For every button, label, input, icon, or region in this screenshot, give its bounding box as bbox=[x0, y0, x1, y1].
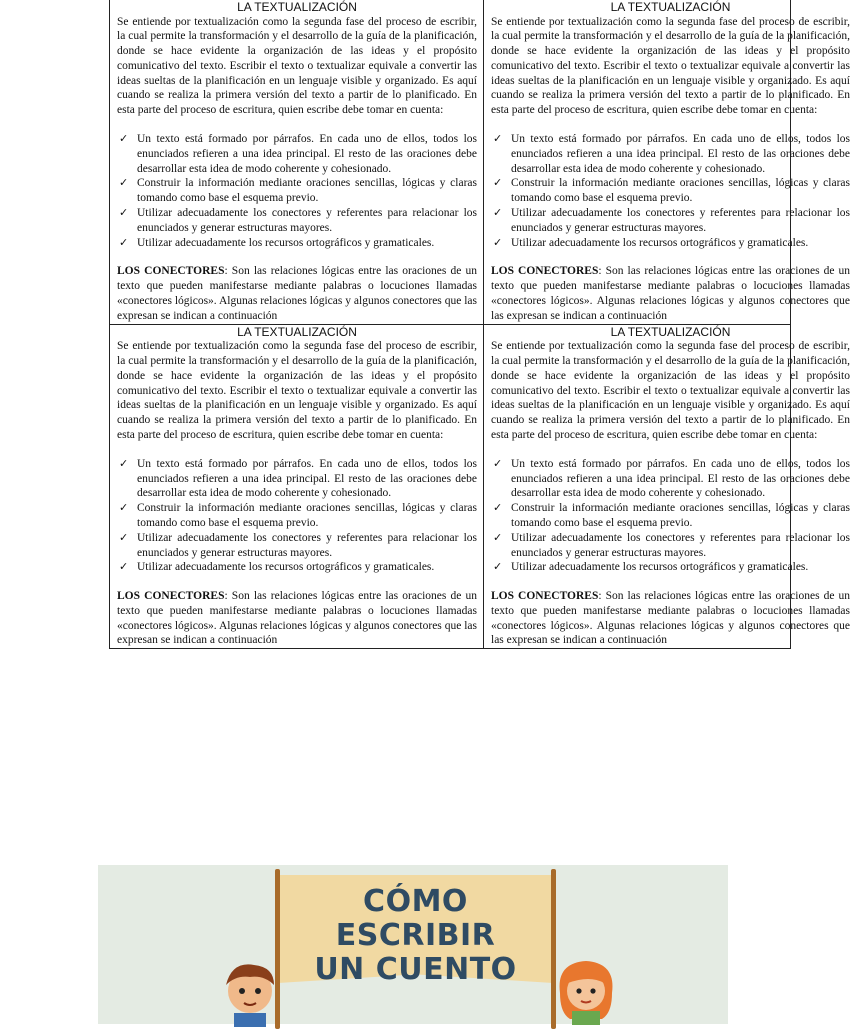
list-item-text: Utilizar adecuadamente los recursos ortográficos y gramaticales. bbox=[511, 236, 809, 249]
checkmark-icon: ✓ bbox=[493, 501, 503, 515]
connectors-paragraph bbox=[117, 589, 477, 648]
list-item-text: Un texto está formado por párrafos. En cada uno de ellos, todos los enunciados refieren a una idea principal. El resto de las oraciones debe desarrollar esta idea de modo coherente y cohesionado. bbox=[137, 133, 477, 175]
list-item-text: Utilizar adecuadamente los conectores y referentes para relacionar los enunciados y generar estructuras mayores. bbox=[137, 207, 477, 234]
list-item bbox=[491, 560, 850, 575]
list-item bbox=[117, 236, 477, 251]
list-item-text: Un texto está formado por párrafos. En cada uno de ellos, todos los enunciados refieren a una idea principal. El resto de las oraciones debe desarrollar esta idea de modo coherente y cohesionado. bbox=[137, 457, 477, 500]
worksheet-table bbox=[109, 0, 850, 649]
list-item-text: Utilizar adecuadamente los recursos ortográficos y gramaticales. bbox=[511, 561, 809, 574]
list-item-text: Un texto está formado por párrafos. En cada uno de ellos, todos los enunciados refieren a una idea principal. El resto de las oraciones debe desarrollar esta idea de modo coherente y cohesionado. bbox=[511, 457, 850, 500]
checkmark-icon: ✓ bbox=[493, 456, 503, 470]
checkmark-icon: ✓ bbox=[119, 235, 129, 249]
connectors-text: : Son las relaciones lógicas entre las oraciones de un texto que pueden manifestarse mediante palabras o locuciones llamadas «conectores lógicos». Algunas relaciones lógicas y algunos conectores que las expresan se indican a continuación bbox=[117, 265, 477, 322]
connectors-text: : Son las relaciones lógicas entre las oraciones de un texto que pueden manifestarse mediante palabras o locuciones llamadas «conectores lógicos». Algunas relaciones lógicas y algunos conectores que las expresan se indican a continuación bbox=[491, 590, 850, 647]
textualizacion-card bbox=[110, 325, 483, 649]
checkmark-icon: ✓ bbox=[493, 560, 503, 574]
card-title: LA TEXTUALIZACIÓN bbox=[610, 324, 731, 339]
bullet-list bbox=[491, 132, 850, 250]
list-item-text: Utilizar adecuadamente los conectores y referentes para relacionar los enunciados y generar estructuras mayores. bbox=[511, 207, 850, 234]
connectors-paragraph bbox=[117, 264, 477, 323]
banner-title-line2: UN CUENTO bbox=[314, 952, 517, 987]
list-item bbox=[491, 501, 850, 531]
intro-paragraph: Se entiende por textualización como la segunda fase del proceso de escribir, la cual permite la transformación y el desarrollo de la guía de la planificación, donde se hace evidente la organización de las ideas y el propósito comunicativo del texto. Escribir el texto o textualizar equivale a convertir las ideas sueltas de la planificación en un lenguaje visible y organizado. Es aquí cuando se realiza la primera versión del texto a partir de lo planificado. En esta parte del proceso de escritura, quien escribe debe tomar en cuenta: bbox=[491, 340, 850, 441]
intro-paragraph: Se entiende por textualización como la segunda fase del proceso de escribir, la cual permite la transformación y el desarrollo de la guía de la planificación, donde se hace evidente la organización de las ideas y el propósito comunicativo del texto. Escribir el texto o textualizar equivale a convertir las ideas sueltas de la planificación en un lenguaje visible y organizado. Es aquí cuando se realiza la primera versión del texto a partir de lo planificado. En esta parte del proceso de escritura, quien escribe debe tomar en cuenta: bbox=[117, 340, 477, 441]
card-title: LA TEXTUALIZACIÓN bbox=[237, 0, 357, 14]
list-item bbox=[491, 176, 850, 206]
list-item bbox=[117, 501, 477, 531]
girl-illustration bbox=[546, 953, 626, 1025]
intro-paragraph: Se entiende por textualización como la segunda fase del proceso de escribir, la cual permite la transformación y el desarrollo de la guía de la planificación, donde se hace evidente la organización de las ideas y el propósito comunicativo del texto. Escribir el texto o textualizar equivale a convertir las ideas sueltas de la planificación en un lenguaje visible y organizado. Es aquí cuando se realiza la primera versión del texto a partir de lo planificado. En esta parte del proceso de escritura, quien escribe debe tomar en cuenta: bbox=[117, 15, 477, 117]
list-item bbox=[491, 236, 850, 251]
checkmark-icon: ✓ bbox=[493, 176, 503, 190]
bullet-list bbox=[491, 457, 850, 575]
list-item bbox=[117, 560, 477, 575]
list-item-text: Utilizar adecuadamente los conectores y referentes para relacionar los enunciados y generar estructuras mayores. bbox=[511, 531, 850, 559]
list-item bbox=[491, 132, 850, 176]
list-item bbox=[117, 176, 477, 206]
list-item-text: Construir la información mediante oraciones sencillas, lógicas y claras tomando como base el esquema previo. bbox=[511, 177, 850, 205]
checkmark-icon: ✓ bbox=[119, 176, 129, 190]
checkmark-icon: ✓ bbox=[493, 530, 503, 544]
connectors-paragraph bbox=[491, 264, 850, 323]
checkmark-icon: ✓ bbox=[119, 560, 129, 574]
checkmark-icon: ✓ bbox=[493, 235, 503, 249]
bullet-list bbox=[117, 132, 477, 250]
list-item-text: Construir la información mediante oraciones sencillas, lógicas y claras tomando como base el esquema previo. bbox=[137, 177, 477, 205]
list-item-text: Utilizar adecuadamente los recursos ortográficos y gramaticales. bbox=[137, 561, 435, 574]
table-row bbox=[110, 324, 850, 650]
textualizacion-card bbox=[483, 0, 856, 324]
list-item-text: Construir la información mediante oraciones sencillas, lógicas y claras tomando como base el esquema previo. bbox=[511, 502, 850, 529]
table-row bbox=[110, 0, 850, 325]
boy-illustration bbox=[210, 955, 290, 1025]
connectors-label: LOS CONECTORES bbox=[117, 265, 225, 278]
story-poster-image bbox=[98, 865, 728, 1024]
connectors-paragraph bbox=[491, 589, 850, 648]
connectors-label: LOS CONECTORES bbox=[491, 590, 599, 603]
textualizacion-card bbox=[483, 325, 856, 649]
checkmark-icon: ✓ bbox=[119, 132, 129, 146]
checkmark-icon: ✓ bbox=[493, 132, 503, 146]
list-item bbox=[117, 206, 477, 236]
list-item-text: Utilizar adecuadamente los recursos ortográficos y gramaticales. bbox=[137, 236, 435, 249]
connectors-label: LOS CONECTORES bbox=[117, 590, 225, 603]
list-item-text: Un texto está formado por párrafos. En cada uno de ellos, todos los enunciados refieren a una idea principal. El resto de las oraciones debe desarrollar esta idea de modo coherente y cohesionado. bbox=[511, 133, 850, 175]
checkmark-icon: ✓ bbox=[119, 206, 129, 220]
list-item bbox=[491, 457, 850, 501]
banner-title-line1: CÓMO ESCRIBIR bbox=[335, 884, 496, 953]
checkmark-icon: ✓ bbox=[119, 501, 129, 515]
bullet-list bbox=[117, 457, 477, 575]
list-item-text: Construir la información mediante oraciones sencillas, lógicas y claras tomando como base el esquema previo. bbox=[137, 502, 477, 529]
textualizacion-card bbox=[110, 0, 483, 324]
checkmark-icon: ✓ bbox=[119, 530, 129, 544]
connectors-text: : Son las relaciones lógicas entre las oraciones de un texto que pueden manifestarse mediante palabras o locuciones llamadas «conectores lógicos». Algunas relaciones lógicas y algunos conectores que las expresan se indican a continuación bbox=[491, 265, 850, 322]
list-item bbox=[117, 531, 477, 561]
intro-paragraph: Se entiende por textualización como la segunda fase del proceso de escribir, la cual permite la transformación y el desarrollo de la guía de la planificación, donde se hace evidente la organización de las ideas y el propósito comunicativo del texto. Escribir el texto o textualizar equivale a convertir las ideas sueltas de la planificación en un lenguaje visible y organizado. Es aquí cuando se realiza la primera versión del texto a partir de lo planificado. En esta parte del proceso de escritura, quien escribe debe tomar en cuenta: bbox=[491, 15, 850, 117]
card-title: LA TEXTUALIZACIÓN bbox=[237, 324, 357, 339]
card-title: LA TEXTUALIZACIÓN bbox=[610, 0, 731, 14]
list-item bbox=[117, 457, 477, 501]
connectors-label: LOS CONECTORES bbox=[491, 265, 599, 278]
connectors-text: : Son las relaciones lógicas entre las oraciones de un texto que pueden manifestarse mediante palabras o locuciones llamadas «conectores lógicos». Algunas relaciones lógicas y algunos conectores que las expresan se indican a continuación bbox=[117, 590, 477, 647]
list-item bbox=[491, 206, 850, 236]
checkmark-icon: ✓ bbox=[119, 456, 129, 470]
list-item bbox=[491, 531, 850, 561]
list-item-text: Utilizar adecuadamente los conectores y referentes para relacionar los enunciados y generar estructuras mayores. bbox=[137, 531, 477, 559]
list-item bbox=[117, 132, 477, 176]
banner-title bbox=[288, 885, 543, 987]
checkmark-icon: ✓ bbox=[493, 206, 503, 220]
